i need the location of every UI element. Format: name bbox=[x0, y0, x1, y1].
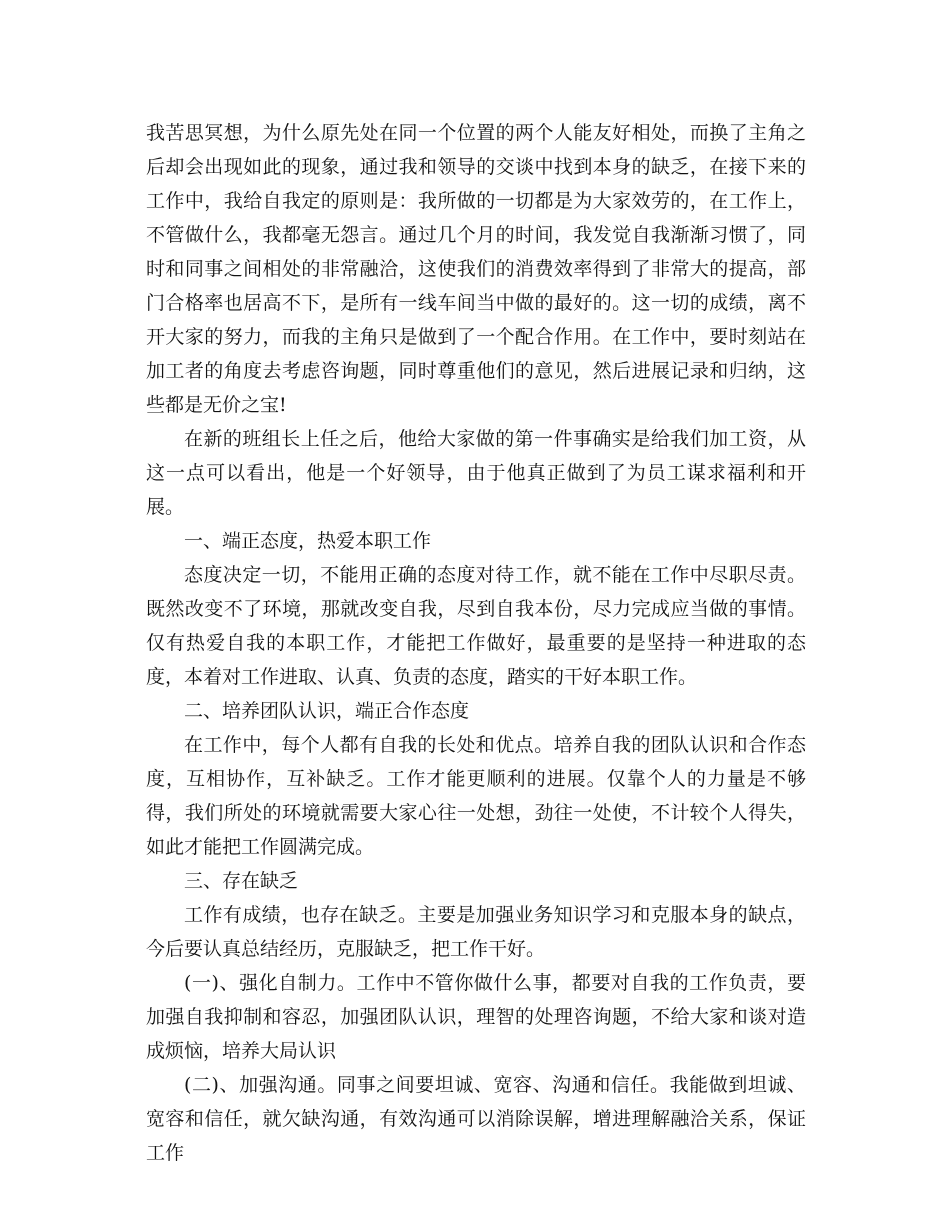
paragraph-self-control: (一)、强化自制力。工作中不管你做什么事，都要对自我的工作负责，要加强自我抑制和容忍，加强团队认识，理智的处理咨询题，不给大家和谈对造成烦恼，培养大局认识 bbox=[146, 972, 806, 1062]
paragraph-reflection: 我苦思冥想，为什么原先处在同一个位置的两个人能友好相处，而换了主角之后却会出现如此的现象，通过我和领导的交谈中找到本身的缺乏，在接下来的工作中，我给自我定的原则是：我所做的一切都是为大家效劳的，在工作上，不管做什么，我都毫无怨言。通过几个月的时间，我发觉自我渐渐习惯了，同时和同事之间相处的非常融洽，这使我们的消费效率得到了非常大的提高，部门合格率也居高不下，是所有一线车间当中做的最好的。这一切的成绩，离不开大家的努力，而我的主角只是做到了一个配合作用。在工作中，要时刻站在加工者的角度去考虑咨询题，同时尊重他们的意见，然后进展记录和归纳，这些都是无价之宝! bbox=[146, 122, 806, 416]
section-heading-shortcomings: 三、存在缺乏 bbox=[184, 870, 299, 892]
section-heading-teamwork: 二、培养团队认识，端正合作态度 bbox=[184, 700, 470, 722]
paragraph-communication: (二)、加强沟通。同事之间要坦诚、宽容、沟通和信任。我能做到坦诚、宽容和信任，就欠缺沟通，有效沟通可以消除误解，增进理解融洽关系，保证工作 bbox=[146, 1074, 806, 1164]
paragraph-new-leader: 在新的班组长上任之后，他给大家做的第一件事确实是给我们加工资，从这一点可以看出，他是一个好领导，由于他真正做到了为员工谋求福利和开展。 bbox=[146, 428, 806, 518]
paragraph-attitude: 态度决定一切，不能用正确的态度对待工作，就不能在工作中尽职尽责。既然改变不了环境，那就改变自我，尽到自我本份，尽力完成应当做的事情。仅有热爱自我的本职工作，才能把工作做好，最重要的是坚持一种进取的态度，本着对工作进取、认真、负责的态度，踏实的干好本职工作。 bbox=[146, 564, 806, 688]
document-page bbox=[146, 116, 806, 1170]
section-heading-attitude: 一、端正态度，热爱本职工作 bbox=[184, 530, 432, 552]
paragraph-shortcomings: 工作有成绩，也存在缺乏。主要是加强业务知识学习和克服本身的缺点，今后要认真总结经历，克服缺乏，把工作干好。 bbox=[146, 904, 806, 960]
paragraph-teamwork: 在工作中，每个人都有自我的长处和优点。培养自我的团队认识和合作态度，互相协作，互补缺乏。工作才能更顺利的进展。仅靠个人的力量是不够得，我们所处的环境就需要大家心往一处想，劲往一处使，不计较个人得失，如此才能把工作圆满完成。 bbox=[146, 734, 806, 858]
